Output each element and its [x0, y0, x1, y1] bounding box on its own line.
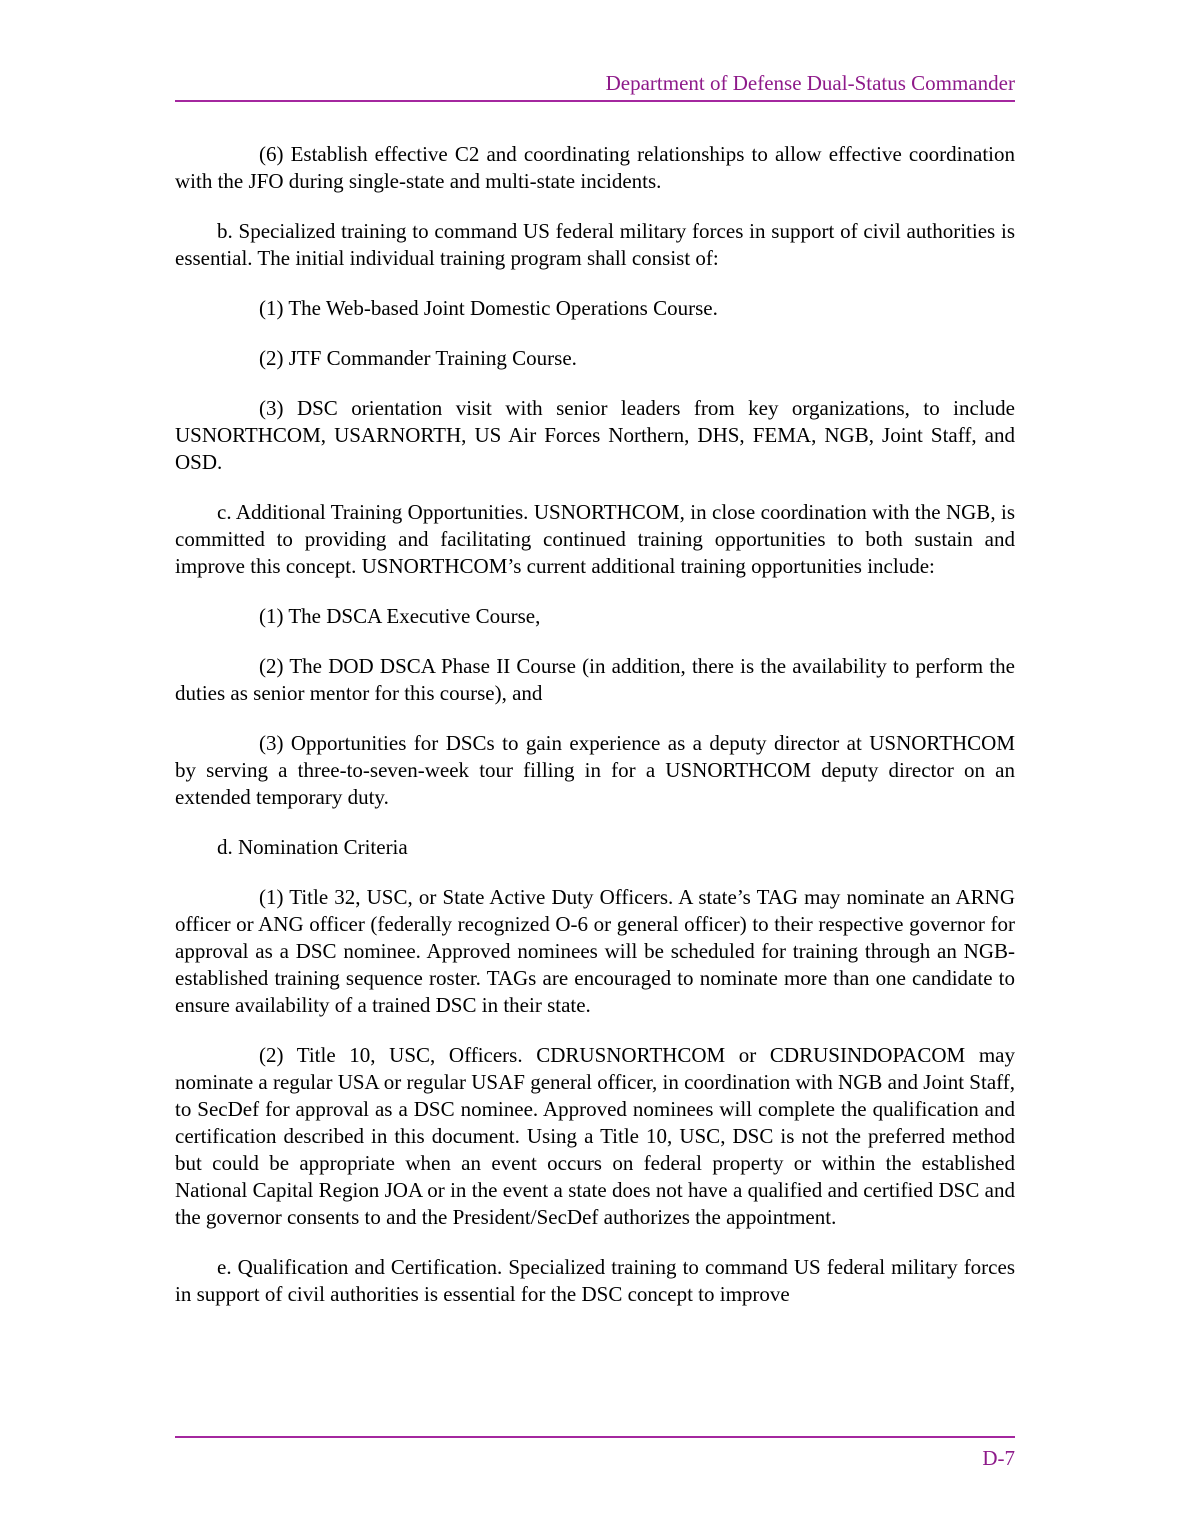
paragraph-b2: (2) JTF Commander Training Course.	[259, 346, 577, 370]
header-rule	[175, 100, 1015, 102]
paragraph-d2: (2) Title 10, USC, Officers. CDRUSNORTHCOM or CDRUSINDOPACOM may nominate a regular USA or regular USAF general officer, in coordination with NGB and Joint Staff, to SecDef for approval as a DSC nominee. Approved nominees will complete the qualification and certification described in this document. Using a Title 10, USC, DSC is not the preferred method but could be appropriate when an event occurs on federal property or within the established National Capital Region JOA or in the event a state does not have a qualified and certified DSC and the governor consents to and the President/SecDef authorizes the appointment.	[175, 1043, 1015, 1229]
running-header-title: Department of Defense Dual-Status Commander	[605, 71, 1015, 95]
paragraph-e: e. Qualification and Certification. Specialized training to command US federal military forces in support of civil authorities is essential for the DSC concept to improve	[175, 1255, 1015, 1306]
paragraph-b: b. Specialized training to command US federal military forces in support of civil authorities is essential. The initial individual training program shall consist of:	[175, 219, 1015, 270]
paragraph-d: d. Nomination Criteria	[217, 835, 408, 859]
paragraph-c2: (2) The DOD DSCA Phase II Course (in addition, there is the availability to perform the duties as senior mentor for this course), and	[175, 654, 1015, 705]
paragraph-b3: (3) DSC orientation visit with senior leaders from key organizations, to include USNORTHCOM, USARNORTH, US Air Forces Northern, DHS, FEMA, NGB, Joint Staff, and OSD.	[175, 396, 1015, 474]
page-number: D-7	[982, 1446, 1015, 1470]
paragraph-a6: (6) Establish effective C2 and coordinating relationships to allow effective coordination with the JFO during single-state and multi-state incidents.	[175, 142, 1015, 193]
paragraph-c1: (1) The DSCA Executive Course,	[259, 604, 541, 628]
footer-rule	[175, 1436, 1015, 1438]
paragraph-d1: (1) Title 32, USC, or State Active Duty Officers. A state’s TAG may nominate an ARNG officer or ANG officer (federally recognized O-6 or general officer) to their respective governor for approval as a DSC nominee. Approved nominees will be scheduled for training through an NGB-established training sequence roster. TAGs are encouraged to nominate more than one candidate to ensure availability of a trained DSC in their state.	[175, 885, 1015, 1017]
paragraph-b1: (1) The Web-based Joint Domestic Operations Course.	[259, 296, 718, 320]
document-body	[175, 141, 1015, 1331]
paragraph-c: c. Additional Training Opportunities. USNORTHCOM, in close coordination with the NGB, is committed to providing and facilitating continued training opportunities to both sustain and improve this concept. USNORTHCOM’s current additional training opportunities include:	[175, 500, 1015, 578]
paragraph-c3: (3) Opportunities for DSCs to gain experience as a deputy director at USNORTHCOM by serving a three-to-seven-week tour filling in for a USNORTHCOM deputy director on an extended temporary duty.	[175, 731, 1015, 809]
